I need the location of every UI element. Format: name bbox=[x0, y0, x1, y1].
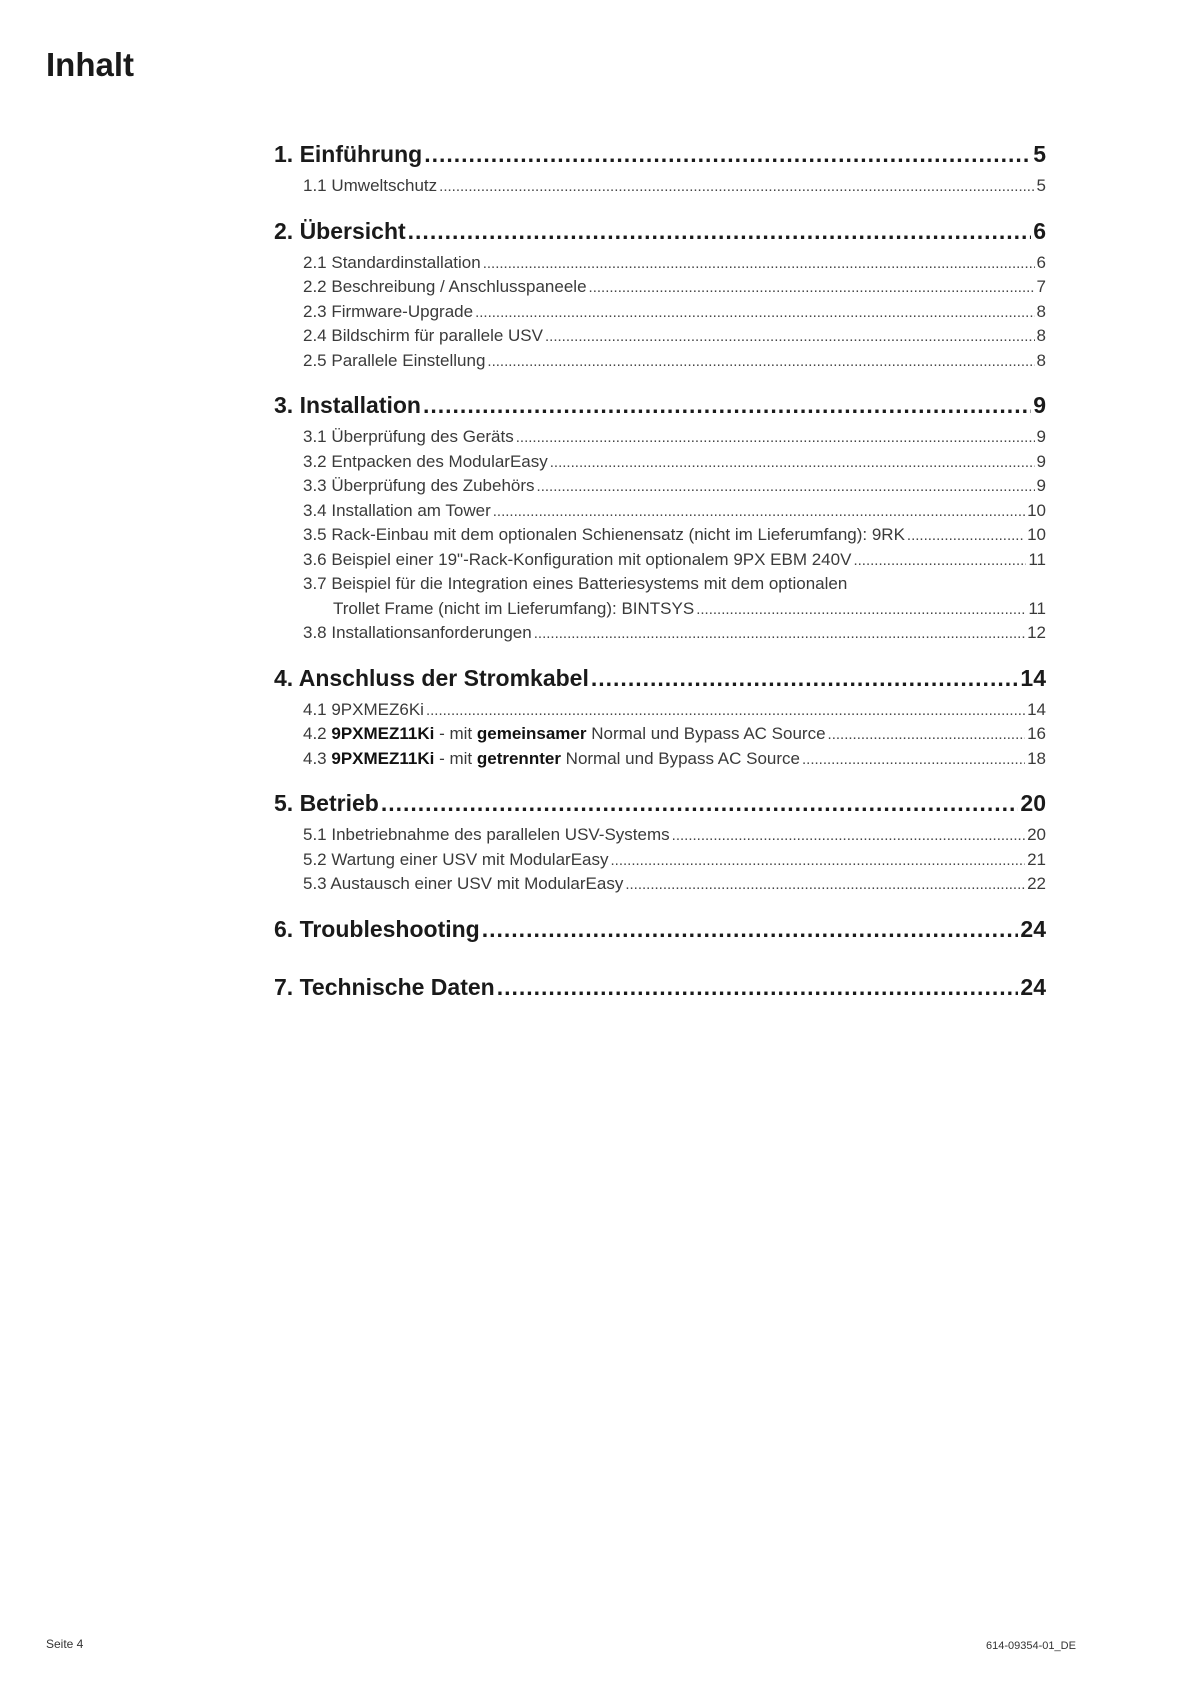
subsection-label bbox=[303, 722, 826, 747]
toc-subsection-link[interactable] bbox=[274, 300, 1046, 325]
chapter-page: 24 bbox=[1020, 915, 1046, 942]
chapter-label: 2. Übersicht bbox=[274, 217, 406, 244]
subsection-label: 3.8 Installationsanforderungen bbox=[303, 623, 532, 642]
chapter-page: 5 bbox=[1033, 141, 1046, 167]
model-name: 9PXMEZ11Ki bbox=[331, 748, 435, 768]
chapter-page: 14 bbox=[1020, 664, 1046, 691]
chapter-label: 5. Betrieb bbox=[274, 790, 379, 816]
toc-subsection-link[interactable] bbox=[274, 450, 1046, 475]
subsection-label: 2.3 Firmware-Upgrade bbox=[303, 301, 474, 321]
dot-leader bbox=[497, 969, 1019, 1005]
chapter-page: 9 bbox=[1033, 392, 1046, 418]
dot-leader bbox=[475, 301, 1034, 326]
table-of-contents bbox=[274, 136, 1046, 1005]
subsection-page: 21 bbox=[1027, 849, 1046, 869]
subsection-label: 5.2 Wartung einer USV mit ModularEasy bbox=[303, 849, 609, 869]
toc-subsection-link[interactable] bbox=[274, 823, 1046, 848]
dot-leader bbox=[828, 723, 1026, 748]
subsection-page: 8 bbox=[1036, 350, 1046, 370]
toc-chapter-link[interactable] bbox=[274, 213, 1046, 249]
dot-leader bbox=[545, 325, 1035, 350]
dot-leader bbox=[493, 500, 1025, 525]
dot-leader bbox=[589, 276, 1035, 301]
toc-subsection-link[interactable] bbox=[274, 597, 1046, 622]
chapter-label: 1. Einführung bbox=[274, 141, 423, 167]
subsection-label: 3.6 Beispiel einer 19"-Rack-Konfiguration mit optionalem 9PX EBM 240V bbox=[303, 549, 852, 569]
dot-leader bbox=[591, 660, 1019, 696]
subsection-page: 10 bbox=[1027, 525, 1046, 544]
label-rest: Normal und Bypass AC Source bbox=[560, 748, 800, 768]
toc-subsection-link[interactable] bbox=[274, 523, 1046, 548]
subsection-label: 5.3 Austausch einer USV mit ModularEasy bbox=[303, 874, 624, 893]
dot-leader bbox=[802, 748, 1025, 773]
page-number: Seite 4 bbox=[46, 1637, 84, 1651]
chapter-label: 3. Installation bbox=[274, 392, 421, 418]
chapter-page: 6 bbox=[1033, 217, 1046, 244]
toc-subsection-link[interactable] bbox=[274, 324, 1046, 349]
subsection-number: 4.3 bbox=[303, 748, 332, 768]
toc-subsection-link[interactable] bbox=[274, 251, 1046, 276]
chapter-label: 7. Technische Daten bbox=[274, 973, 495, 1000]
dot-leader bbox=[853, 549, 1026, 574]
dot-leader bbox=[516, 426, 1035, 451]
subsection-label-continuation: Trollet Frame (nicht im Lieferumfang): BINTSYS bbox=[333, 598, 695, 618]
dot-leader bbox=[426, 699, 1025, 724]
subsection-page: 7 bbox=[1036, 277, 1046, 296]
dot-leader bbox=[625, 873, 1025, 898]
dot-leader bbox=[611, 849, 1026, 874]
toc-section-2 bbox=[274, 213, 1046, 374]
page-title: Inhalt bbox=[46, 46, 134, 83]
subsection-label: 2.2 Beschreibung / Anschlusspaneele bbox=[303, 277, 587, 296]
subsection-page: 20 bbox=[1027, 825, 1046, 844]
subsection-label-line1[interactable]: 3.7 Beispiel für die Integration eines Batteriesystems mit dem optionalen bbox=[303, 574, 848, 593]
dot-leader bbox=[696, 598, 1026, 623]
toc-chapter-link[interactable] bbox=[274, 969, 1046, 1005]
dot-leader bbox=[439, 175, 1034, 200]
subsection-label: 2.1 Standardinstallation bbox=[303, 252, 481, 272]
emphasis-text: gemeinsamer bbox=[476, 724, 587, 743]
subsection-label bbox=[303, 747, 800, 772]
subsection-page: 5 bbox=[1036, 176, 1046, 195]
toc-subsection-link[interactable] bbox=[274, 747, 1046, 772]
label-connector: - mit bbox=[434, 724, 477, 743]
toc-chapter-link[interactable] bbox=[274, 785, 1046, 821]
toc-section-5 bbox=[274, 785, 1046, 897]
toc-subsection-link[interactable] bbox=[274, 474, 1046, 499]
document-id: 614-09354-01_DE bbox=[986, 1640, 1076, 1652]
toc-subsection-link[interactable] bbox=[274, 548, 1046, 573]
subsection-page: 11 bbox=[1028, 549, 1046, 569]
subsection-label: 4.1 9PXMEZ6Ki bbox=[303, 699, 424, 719]
chapter-page: 20 bbox=[1020, 790, 1046, 816]
toc-chapter-link[interactable] bbox=[274, 136, 1046, 172]
toc-section-1 bbox=[274, 136, 1046, 199]
subsection-label: 2.4 Bildschirm für parallele USV bbox=[303, 326, 543, 345]
toc-section-4 bbox=[274, 660, 1046, 772]
subsection-label: 2.5 Parallele Einstellung bbox=[303, 350, 486, 370]
dot-leader bbox=[907, 524, 1025, 549]
subsection-page: 6 bbox=[1036, 252, 1046, 272]
subsection-page: 16 bbox=[1027, 724, 1046, 743]
dot-leader bbox=[424, 136, 1031, 172]
dot-leader bbox=[550, 451, 1035, 476]
subsection-page: 8 bbox=[1036, 301, 1046, 321]
dot-leader bbox=[482, 911, 1019, 947]
model-name: 9PXMEZ11Ki bbox=[331, 724, 435, 743]
dot-leader bbox=[408, 213, 1032, 249]
dot-leader bbox=[381, 785, 1019, 821]
subsection-page: 9 bbox=[1036, 451, 1046, 471]
chapter-label: 6. Troubleshooting bbox=[274, 915, 480, 942]
dot-leader bbox=[537, 475, 1035, 500]
subsection-page: 9 bbox=[1036, 476, 1046, 495]
subsection-page: 11 bbox=[1028, 598, 1046, 618]
toc-subsection-link[interactable] bbox=[274, 698, 1046, 723]
subsection-label: 5.1 Inbetriebnahme des parallelen USV-Systems bbox=[303, 825, 670, 844]
dot-leader bbox=[487, 350, 1034, 375]
emphasis-text: getrennter bbox=[476, 748, 561, 768]
subsection-page: 12 bbox=[1027, 623, 1046, 642]
subsection-label: 1.1 Umweltschutz bbox=[303, 176, 438, 195]
toc-section-6 bbox=[274, 911, 1046, 969]
chapter-page: 24 bbox=[1020, 973, 1046, 1000]
subsection-number: 4.2 bbox=[303, 724, 332, 743]
subsection-label: 3.5 Rack-Einbau mit dem optionalen Schienensatz (nicht im Lieferumfang): 9RK bbox=[303, 525, 905, 544]
subsection-page: 9 bbox=[1036, 427, 1046, 446]
dot-leader bbox=[672, 824, 1025, 849]
toc-chapter-link[interactable] bbox=[274, 660, 1046, 696]
toc-subsection-link[interactable] bbox=[274, 499, 1046, 524]
label-rest: Normal und Bypass AC Source bbox=[586, 724, 826, 743]
dot-leader bbox=[534, 622, 1025, 647]
chapter-label: 4. Anschluss der Stromkabel bbox=[274, 664, 589, 691]
subsection-page: 14 bbox=[1027, 699, 1046, 719]
toc-subsection-link[interactable] bbox=[274, 722, 1046, 747]
dot-leader bbox=[423, 387, 1031, 423]
toc-subsection-link[interactable] bbox=[274, 174, 1046, 199]
toc-subsection-link[interactable] bbox=[274, 275, 1046, 300]
toc-chapter-link[interactable] bbox=[274, 911, 1046, 947]
toc-section-7 bbox=[274, 969, 1046, 1005]
label-connector: - mit bbox=[434, 748, 477, 768]
subsection-label: 3.2 Entpacken des ModularEasy bbox=[303, 451, 548, 471]
subsection-page: 22 bbox=[1027, 874, 1046, 893]
subsection-label: 3.4 Installation am Tower bbox=[303, 500, 491, 520]
toc-section-3 bbox=[274, 387, 1046, 646]
subsection-label: 3.1 Überprüfung des Geräts bbox=[303, 427, 514, 446]
toc-subsection-link[interactable] bbox=[274, 349, 1046, 374]
toc-subsection-link[interactable] bbox=[274, 425, 1046, 450]
dot-leader bbox=[483, 252, 1035, 277]
toc-subsection-link[interactable] bbox=[274, 848, 1046, 873]
toc-subsection-link[interactable] bbox=[274, 872, 1046, 897]
toc-subsection-link[interactable] bbox=[274, 621, 1046, 646]
toc-chapter-link[interactable] bbox=[274, 387, 1046, 423]
subsection-page: 10 bbox=[1027, 500, 1046, 520]
subsection-page: 8 bbox=[1036, 326, 1046, 345]
subsection-label: 3.3 Überprüfung des Zubehörs bbox=[303, 476, 535, 495]
subsection-page: 18 bbox=[1027, 748, 1046, 768]
